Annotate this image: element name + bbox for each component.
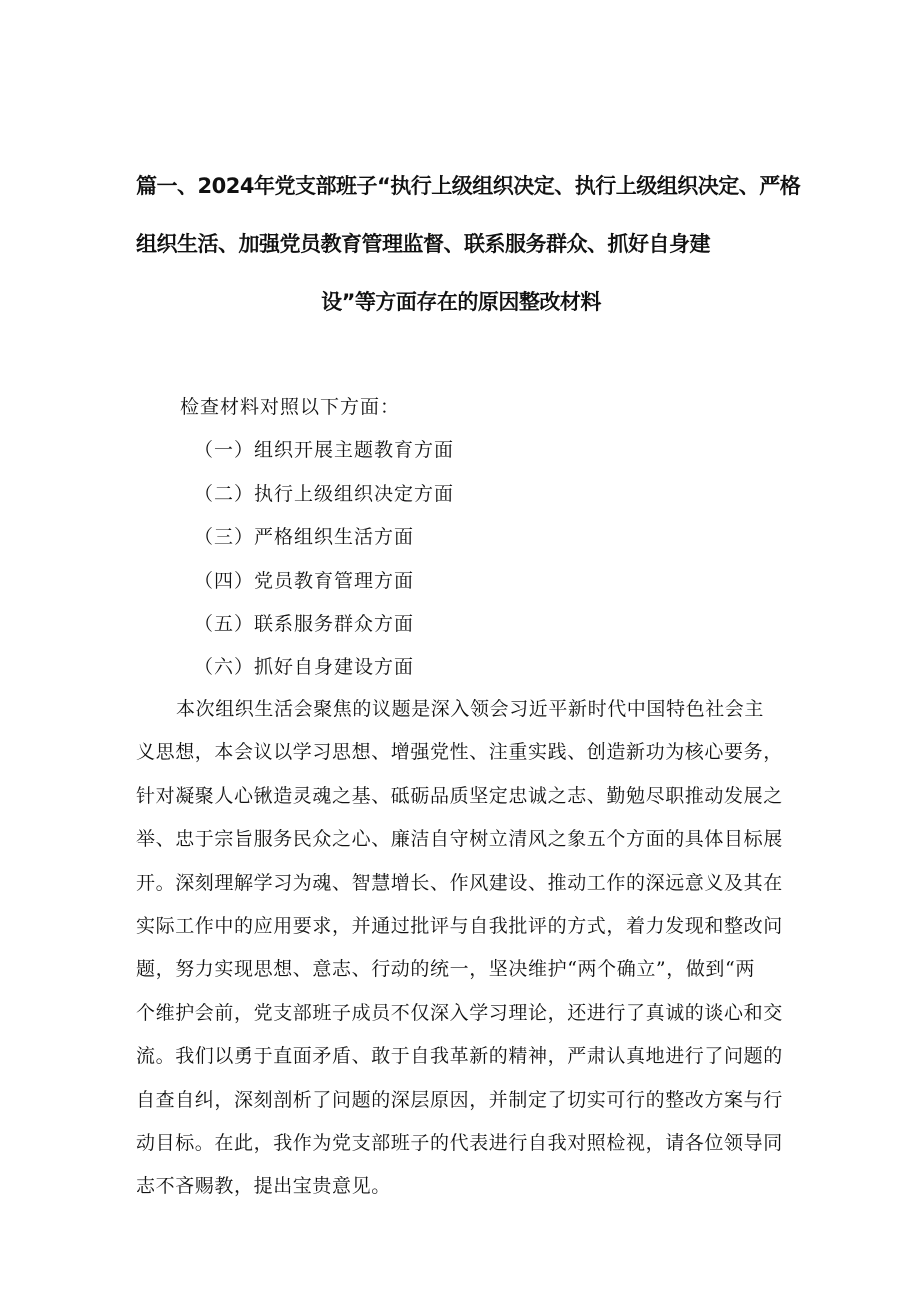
paragraph-line: 动目标。在此，我作为党支部班子的代表进行自我对照检视，请各位领导同 — [136, 1131, 783, 1154]
aspect-item: （五）联系服务群众方面 — [194, 612, 415, 635]
paragraph-line: 义思想，本会议以学习思想、增强党性、注重实践、创造新功为核心要务， — [136, 741, 783, 764]
paragraph-line: 实际工作中的应用要求，并通过批评与自我批评的方式，着力发现和整改问 — [136, 914, 783, 937]
paragraph-line: 题，努力实现思想、意志、行动的统一，坚决维护“两个确立”，做到“两 — [136, 958, 755, 981]
document-title — [136, 166, 801, 340]
aspect-outline — [180, 392, 454, 696]
paragraph-line: 自查自纠，深刻剖析了问题的深层原因，并制定了切实可行的整改方案与行 — [136, 1088, 783, 1111]
body-paragraph — [136, 694, 796, 1215]
paragraph-line: 针对凝聚人心锹造灵魂之基、砥砺品质坚定忠诚之志、勤勉尽职推动发展之 — [136, 784, 783, 807]
intro-text: 检查材料对照以下方面： — [180, 396, 401, 418]
aspect-item: （二）执行上级组织决定方面 — [194, 482, 455, 505]
paragraph-line: 本次组织生活会聚焦的议题是深入领会习近平新时代中国特色社会主 — [176, 698, 765, 720]
title-line: 篇一、2024年党支部班子“执行上级组织决定、执行上级组织决定、严格 — [136, 174, 801, 198]
aspect-item: （六）抓好自身建设方面 — [194, 656, 415, 679]
title-line: 组织生活、加强党员教育管理监督、联系服务群众、抓好自身建 — [136, 232, 710, 256]
aspect-item: （一）组织开展主题教育方面 — [194, 439, 455, 462]
paragraph-line: 流。我们以勇于直面矛盾、敢于自我革新的精神，严肃认真地进行了问题的 — [136, 1045, 783, 1068]
paragraph-line: 开。深刻理解学习为魂、智慧增长、作风建设、推动工作的深远意义及其在 — [136, 871, 783, 894]
aspect-item: （四）党员教育管理方面 — [194, 569, 415, 592]
paragraph-line: 个维护会前，党支部班子成员不仅深入学习理论，还进行了真诚的谈心和交 — [136, 1001, 783, 1024]
paragraph-line: 举、忠于宗旨服务民众之心、廉洁自守树立清风之象五个方面的具体目标展 — [136, 828, 783, 851]
aspect-item: （三）严格组织生活方面 — [194, 526, 415, 549]
title-line: 设”等方面存在的原因整改材料 — [321, 290, 601, 314]
paragraph-line: 志不吝赐教，提出宝贵意见。 — [136, 1175, 391, 1198]
